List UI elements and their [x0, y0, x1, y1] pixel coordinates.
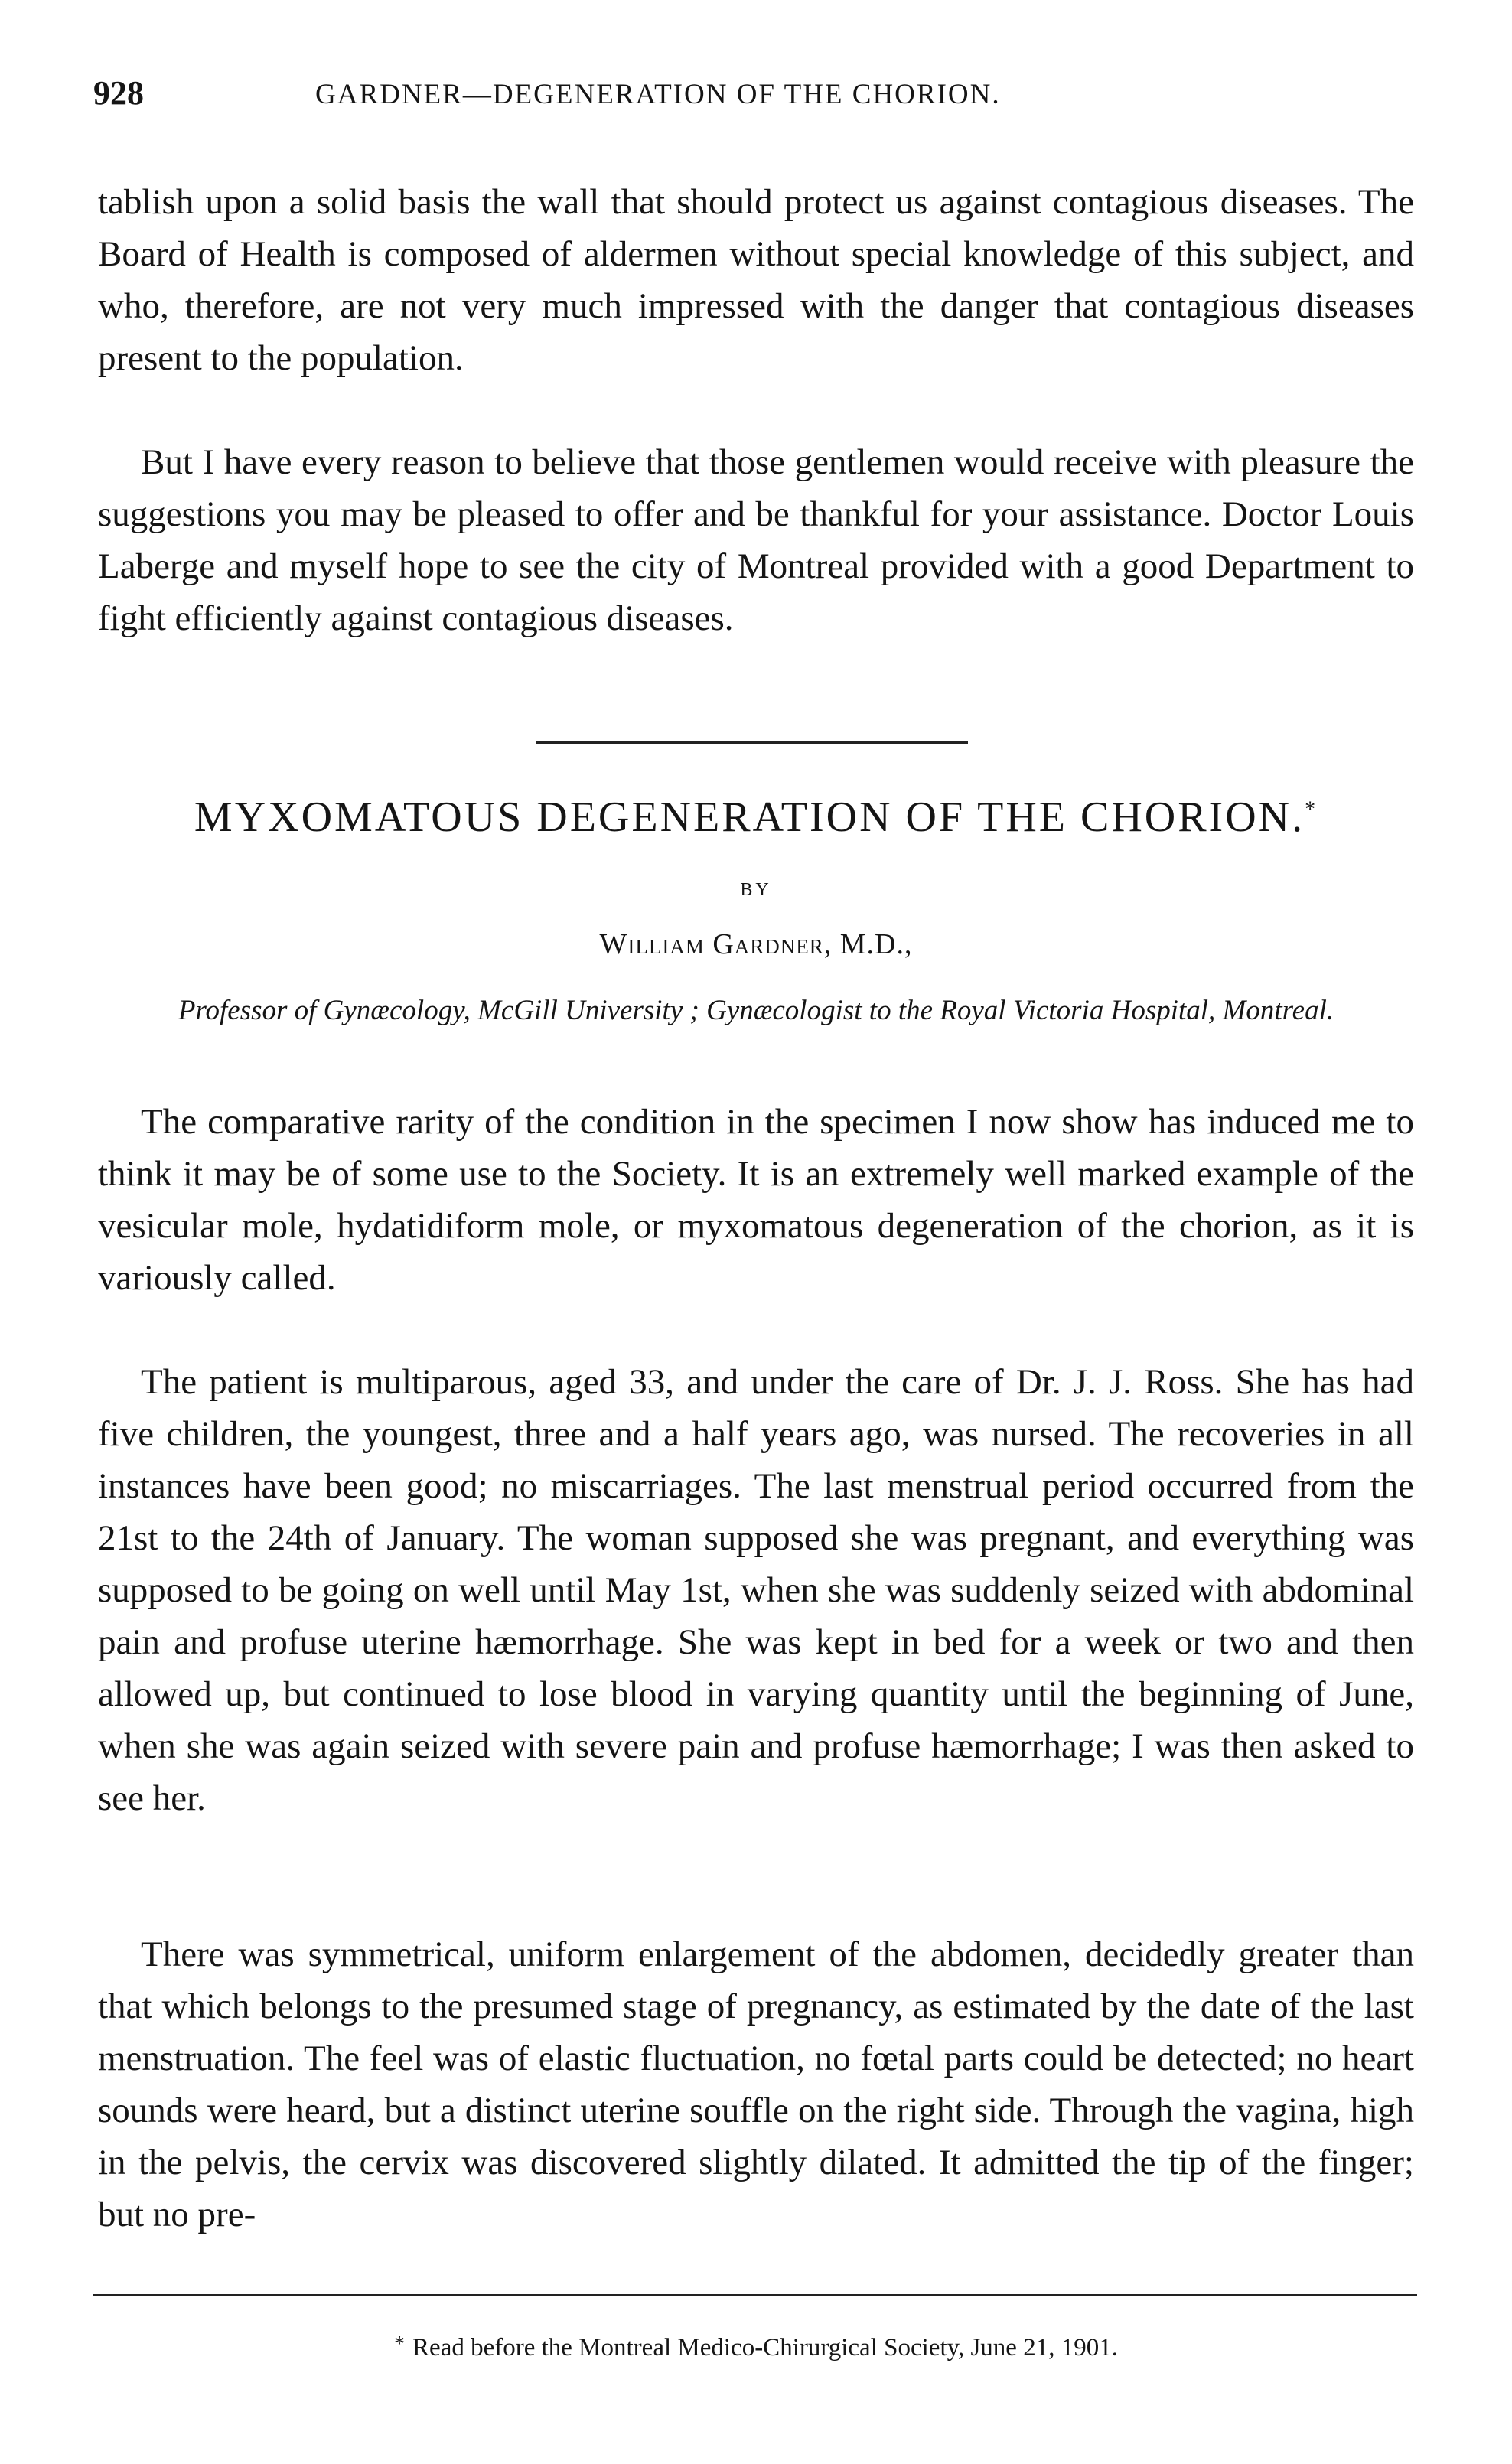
author-affiliation: Professor of Gynæcology, McGill University ; Gynæcologist to the Royal Victoria Hospital, Montreal.	[178, 995, 1334, 1026]
body-paragraph-intro: The comparative rarity of the condition in the specimen I now show has induced me to think it may be of some use to the Society. It is an extremely well marked example of the vesicular mole, hydatidiform mole, or myxomatous degeneration of the chorion, as it is variously called.	[98, 1102, 1414, 1298]
body-paragraph-patient-history: The patient is multiparous, aged 33, and under the care of Dr. J. J. Ross. She has had five children, the youngest, three and a half years ago, was nursed. The recoveries in all instances have been good; no miscarriages. The last menstrual period occurred from the 21st to the 24th of January. The woman supposed she was pregnant, and everything was supposed to be going on well until May 1st, when she was suddenly seized with abdominal pain and profuse uterine hæmorrhage. She was kept in bed for a week or two and then allowed up, but continued to lose blood in varying quantity until the beginning of June, when she was again seized with severe pain and profuse hæmorrhage; I was then asked to see her.	[98, 1362, 1414, 1818]
footnote	[0, 2332, 1512, 2362]
article-title-text: MYXOMATOUS DEGENERATION OF THE CHORION.	[194, 794, 1305, 841]
footnote-rule	[93, 2294, 1417, 2296]
footnote-marker: *	[394, 2332, 406, 2356]
previous-article-continuation: tablish upon a solid basis the wall that should protect us against contagious diseases. The Board of Health is composed of aldermen without special knowledge of this subject, and who, therefore, are not very much impressed with the danger that contagious diseases present to the population.	[98, 182, 1414, 378]
body-paragraph-examination: There was symmetrical, uniform enlargement of the abdomen, decidedly greater than that which belongs to the presumed stage of pregnancy, as estimated by the date of the last menstruation. The feel was of elastic fluctuation, no fœtal parts could be detected; no heart sounds were heard, but a distinct uterine souffle on the right side. Through the vagina, high in the pelvis, the cervix was discovered slightly dilated. It admitted the tip of the finger; but no pre-	[98, 1934, 1414, 2234]
previous-article-closing-paragraph: But I have every reason to believe that those gentlemen would receive with pleasure the suggestions you may be pleased to offer and be thankful for your assistance. Doctor Louis Laberge and myself hope to see the city of Montreal provided with a good Department to fight efficiently against contagious diseases.	[98, 442, 1414, 638]
running-head	[93, 73, 1417, 119]
article-title-footnote-marker: *	[1305, 797, 1318, 822]
byline: BY	[740, 880, 772, 900]
running-title: GARDNER—DEGENERATION OF THE CHORION.	[315, 79, 1001, 110]
author-name: William Gardner, M.D.,	[599, 928, 913, 960]
page-number: 928	[93, 74, 144, 112]
article-title	[0, 793, 1512, 842]
section-divider	[536, 741, 968, 744]
footnote-text: Read before the Montreal Medico-Chirurgical Society, June 21, 1901.	[412, 2334, 1118, 2361]
